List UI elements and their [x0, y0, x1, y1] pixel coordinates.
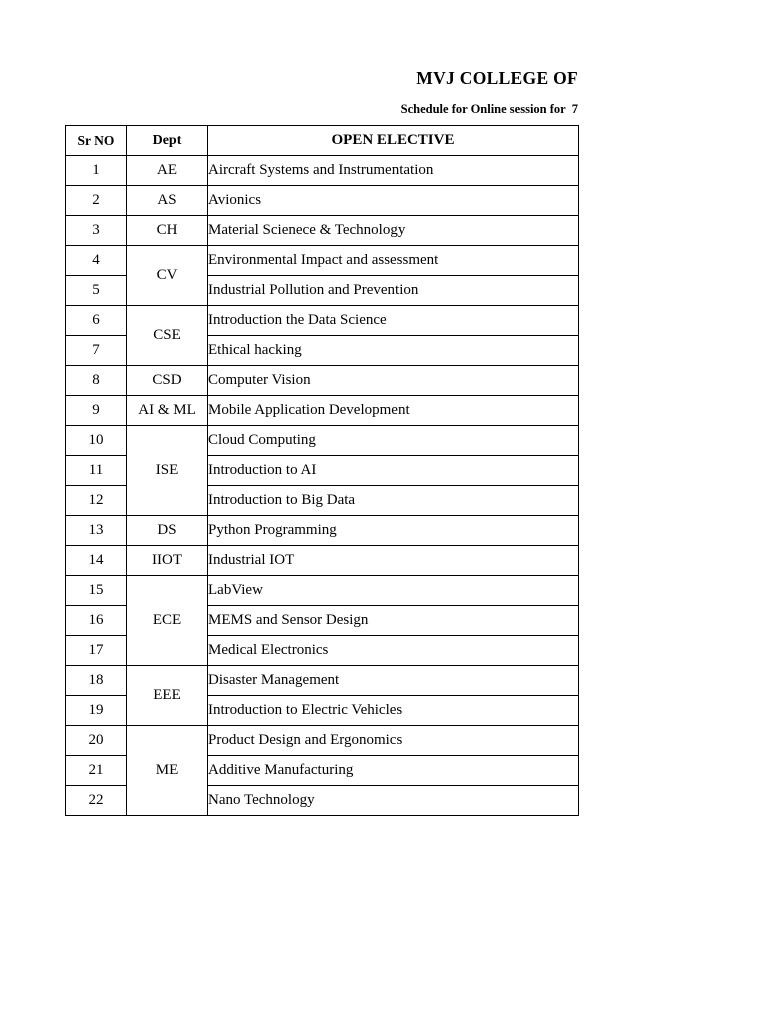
header-srno: Sr NO: [66, 126, 127, 156]
cell-open-elective: Introduction the Data Science: [208, 306, 579, 336]
table-body: [66, 156, 579, 816]
cell-open-elective: Industrial Pollution and Prevention: [208, 276, 579, 306]
cell-open-elective: Ethical hacking: [208, 336, 579, 366]
cell-dept: EEE: [127, 666, 208, 726]
cell-open-elective: Avionics: [208, 186, 579, 216]
table-row: [66, 396, 579, 426]
cell-open-elective: Mobile Application Development: [208, 396, 579, 426]
cell-srno: 3: [66, 216, 127, 246]
table-row: [66, 306, 579, 336]
table-row: [66, 576, 579, 606]
document-subtitle: Schedule for Online session for 7: [400, 102, 578, 116]
cell-srno: 1: [66, 156, 127, 186]
cell-open-elective: Python Programming: [208, 516, 579, 546]
cell-open-elective: MEMS and Sensor Design: [208, 606, 579, 636]
cell-open-elective: Material Scienece & Technology: [208, 216, 579, 246]
cell-dept: ME: [127, 726, 208, 816]
table-row: [66, 516, 579, 546]
cell-dept: AE: [127, 156, 208, 186]
cell-open-elective: Computer Vision: [208, 366, 579, 396]
table-row: [66, 156, 579, 186]
cell-open-elective: LabView: [208, 576, 579, 606]
cell-srno: 21: [66, 756, 127, 786]
cell-srno: 22: [66, 786, 127, 816]
table-row: [66, 186, 579, 216]
cell-srno: 12: [66, 486, 127, 516]
cell-dept: CV: [127, 246, 208, 306]
table-row: [66, 546, 579, 576]
table-row: [66, 366, 579, 396]
header-open-elective: OPEN ELECTIVE: [208, 126, 579, 156]
cell-dept: ECE: [127, 576, 208, 666]
cell-srno: 14: [66, 546, 127, 576]
table-row: [66, 666, 579, 696]
cell-srno: 13: [66, 516, 127, 546]
cell-srno: 9: [66, 396, 127, 426]
cell-open-elective: Industrial IOT: [208, 546, 579, 576]
cell-open-elective: Introduction to Big Data: [208, 486, 579, 516]
cell-open-elective: Additive Manufacturing: [208, 756, 579, 786]
cell-open-elective: Nano Technology: [208, 786, 579, 816]
table-row: [66, 426, 579, 456]
cell-srno: 6: [66, 306, 127, 336]
cell-srno: 5: [66, 276, 127, 306]
cell-dept: AS: [127, 186, 208, 216]
table-row: [66, 246, 579, 276]
cell-srno: 10: [66, 426, 127, 456]
cell-open-elective: Product Design and Ergonomics: [208, 726, 579, 756]
cell-srno: 7: [66, 336, 127, 366]
open-elective-table: [65, 125, 579, 816]
cell-dept: DS: [127, 516, 208, 546]
cell-dept: CSE: [127, 306, 208, 366]
cell-srno: 15: [66, 576, 127, 606]
cell-dept: CSD: [127, 366, 208, 396]
cell-dept: IIOT: [127, 546, 208, 576]
document-title: MVJ COLLEGE OF: [416, 68, 578, 88]
header-dept: Dept: [127, 126, 208, 156]
table-row: [66, 216, 579, 246]
cell-open-elective: Cloud Computing: [208, 426, 579, 456]
cell-srno: 19: [66, 696, 127, 726]
cell-dept: ISE: [127, 426, 208, 516]
cell-srno: 17: [66, 636, 127, 666]
cell-open-elective: Introduction to AI: [208, 456, 579, 486]
cell-open-elective: Environmental Impact and assessment: [208, 246, 579, 276]
table-row: [66, 726, 579, 756]
cell-open-elective: Aircraft Systems and Instrumentation: [208, 156, 579, 186]
header-row: [66, 126, 579, 156]
cell-srno: 4: [66, 246, 127, 276]
cell-srno: 11: [66, 456, 127, 486]
cell-srno: 2: [66, 186, 127, 216]
cell-open-elective: Introduction to Electric Vehicles: [208, 696, 579, 726]
cell-srno: 8: [66, 366, 127, 396]
cell-srno: 16: [66, 606, 127, 636]
cell-srno: 18: [66, 666, 127, 696]
table-header: [66, 126, 579, 156]
cell-open-elective: Medical Electronics: [208, 636, 579, 666]
cell-open-elective: Disaster Management: [208, 666, 579, 696]
cell-dept: CH: [127, 216, 208, 246]
cell-srno: 20: [66, 726, 127, 756]
cell-dept: AI & ML: [127, 396, 208, 426]
